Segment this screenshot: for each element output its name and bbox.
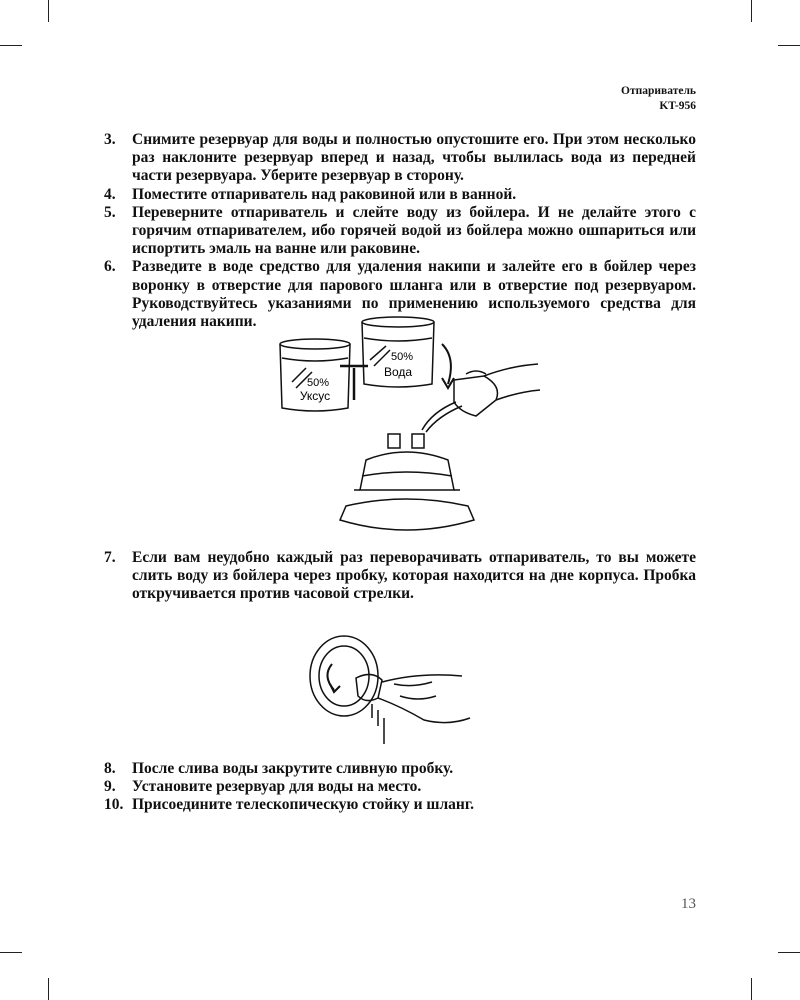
step-text: После слива воды закрутите сливную пробку. — [132, 760, 454, 777]
header-model: KT-956 — [659, 100, 696, 112]
crop-mark — [48, 0, 49, 22]
step-number: 7. — [104, 549, 116, 566]
cup-right-label: Вода — [383, 365, 413, 379]
cup-right-rim — [362, 317, 434, 327]
crop-mark — [48, 978, 49, 1000]
cup-left-rim — [280, 339, 350, 349]
steamer-nozzle — [412, 434, 424, 448]
plug-outer-ring — [310, 636, 378, 716]
crop-mark — [751, 978, 752, 1000]
step-number: 10. — [104, 796, 124, 814]
pour-stream — [426, 406, 462, 432]
list-item — [104, 549, 696, 604]
cup-left-liquid — [282, 358, 348, 361]
cup-right-liquid — [364, 338, 432, 341]
cup-left-label: Уксус — [299, 389, 331, 403]
step-number: 8. — [104, 760, 116, 777]
pour-arrow — [442, 344, 451, 384]
pour-stream — [422, 402, 456, 430]
steamer-body — [360, 452, 454, 490]
cup-left-percent: 50% — [306, 377, 330, 389]
steamer-stripe — [362, 472, 452, 476]
cup-right-glare — [374, 350, 390, 366]
rotation-arrow-head — [330, 684, 340, 692]
step-text: Поместите отпариватель над раковиной или в ванной. — [132, 185, 517, 203]
step-number: 4. — [104, 185, 116, 203]
pouring-cup — [454, 376, 498, 416]
descaling-illustration — [270, 308, 550, 560]
page-number: 13 — [681, 896, 696, 912]
steamer-nozzle — [388, 434, 400, 448]
step-number: 5. — [104, 203, 116, 221]
list-item — [104, 778, 696, 796]
cup-right-glare — [370, 346, 386, 360]
step-number: 6. — [104, 258, 116, 276]
list-item — [104, 186, 696, 204]
step-text: Разведите в воде средство для удаления накипи и залейте его в бойлер через воронку в отверстие для парового шланга или в отверстие под резервуаром. Руководствуйтесь указаниями по применению используемого средства для удаления накипи. — [132, 258, 696, 331]
crop-mark — [778, 45, 800, 46]
step-text: Переверните отпариватель и слейте воду из бойлера. И не делайте этого с горячим отпаривателем, ибо горячей водой из бойлера можно ошпариться или испортить эмаль на ванне или раковине. — [132, 203, 696, 258]
drain-plug-illustration — [302, 622, 472, 754]
step-text: Если вам неудобно каждый раз переворачивать отпариватель, то вы можете слить воду из бойлера через пробку, которая находится на дне корпуса. Пробка откручивается против часовой стрелки. — [132, 549, 696, 603]
crop-mark — [751, 0, 752, 22]
steps-list-a — [104, 131, 696, 331]
header-title: Отпариватель — [621, 85, 696, 97]
crop-mark — [0, 952, 22, 953]
hand-finger — [466, 371, 486, 374]
hand-fingers — [394, 682, 436, 699]
list-item — [104, 796, 696, 814]
crop-mark — [778, 952, 800, 953]
step-number: 9. — [104, 778, 116, 796]
list-item — [104, 204, 696, 259]
step-text: Снимите резервуар для воды и полностью опустошите его. При этом несколько раз наклоните резервуар вперед и назад, чтобы вылилась вода из передней части резервуара. Уберите резервуар в сторону. — [132, 131, 696, 185]
step-number: 3. — [104, 131, 116, 148]
steps-list-b — [104, 549, 696, 604]
steps-list-c — [104, 760, 696, 815]
steamer-base — [340, 499, 474, 530]
page-header — [621, 84, 696, 114]
list-item — [104, 760, 696, 778]
water-drips — [372, 704, 384, 744]
list-item — [104, 131, 696, 186]
step-text: Установите резервуар для воды на место. — [132, 778, 422, 796]
crop-mark — [0, 45, 22, 46]
step-text: Присоедините телескопическую стойку и шланг. — [132, 796, 474, 814]
cup-right-percent: 50% — [390, 351, 414, 363]
